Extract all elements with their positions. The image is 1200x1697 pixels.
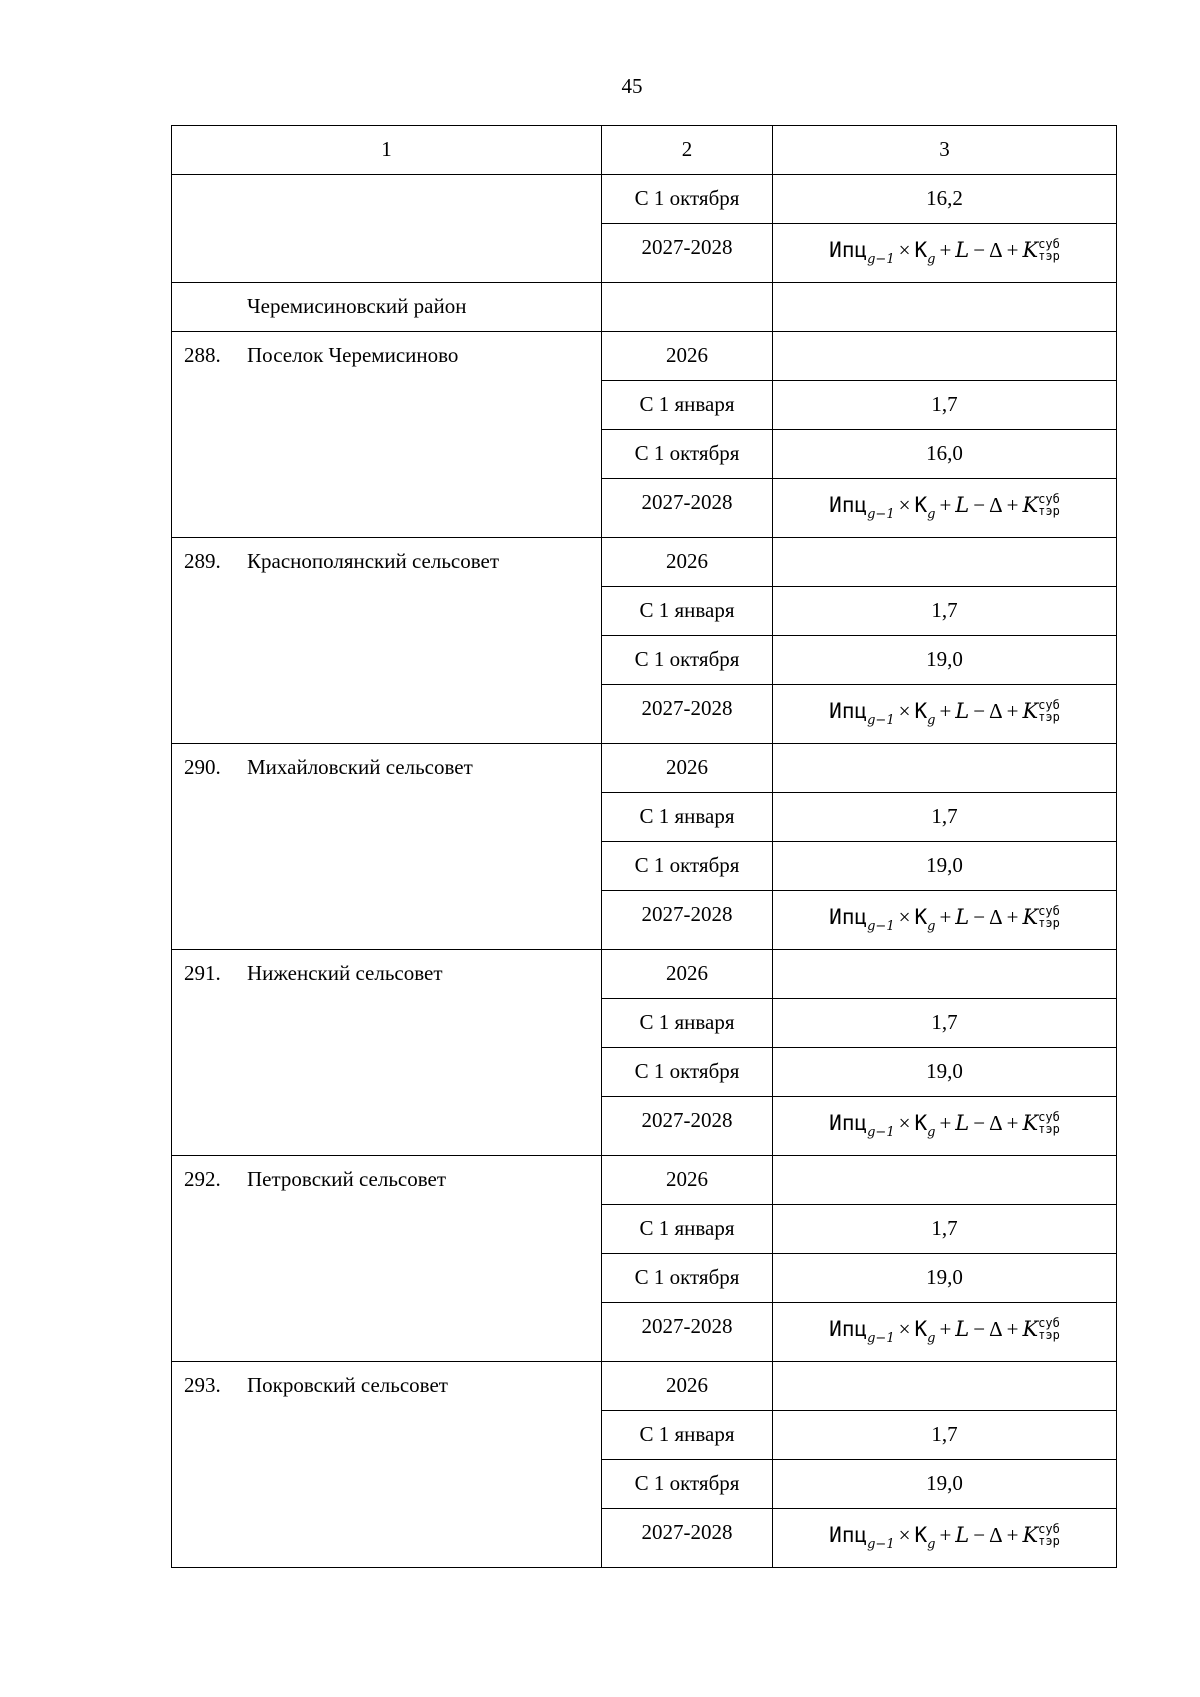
formula-base-sub: g−1 [867, 507, 895, 522]
formula-delta: Δ [989, 905, 1003, 929]
header-col-1: 1 [172, 126, 602, 175]
formula-plus: + [939, 1523, 952, 1547]
formula-l: L [955, 1111, 970, 1135]
year-label: 2026 [602, 1362, 773, 1411]
formula-kter: K [1022, 1317, 1039, 1341]
formula-kter: K [1022, 699, 1039, 723]
entry-number: 291. [184, 961, 221, 985]
formula-base: Ипц [829, 1111, 868, 1135]
formula-base-sub: g−1 [867, 1125, 895, 1140]
table-row [172, 538, 1117, 587]
formula-kter: K [1022, 1111, 1039, 1135]
formula-k: К [914, 699, 928, 723]
formula-plus: + [939, 1317, 952, 1341]
table-row [172, 175, 1117, 224]
formula-times: × [898, 1111, 911, 1135]
year-label: 2026 [602, 950, 773, 999]
formula-k-sub: g [927, 1331, 936, 1346]
period-value: 1,7 [773, 999, 1117, 1048]
empty-cell [773, 1362, 1117, 1411]
formula-base: Ипц [829, 905, 868, 929]
empty-cell [773, 538, 1117, 587]
entry-number: 290. [184, 755, 221, 779]
period-label: С 1 января [602, 1205, 773, 1254]
formula-k-sub: g [927, 1537, 936, 1552]
formula-kter-sup: суб [1038, 1316, 1060, 1331]
formula-k: К [914, 493, 928, 517]
formula-minus: − [973, 1523, 986, 1547]
formula-kter-sup: суб [1038, 492, 1060, 507]
formula-delta: Δ [989, 1523, 1003, 1547]
entry-name: Михайловский сельсовет [247, 755, 473, 779]
formula-k-sub: g [927, 713, 936, 728]
formula-plus: + [1006, 1111, 1019, 1135]
formula-times: × [898, 238, 911, 262]
entry-name: Ниженский сельсовет [247, 961, 443, 985]
formula-kter: K [1022, 493, 1039, 517]
formula-minus: − [973, 238, 986, 262]
table-row [172, 332, 1117, 381]
formula-kter-sub: тэр [1038, 504, 1060, 519]
period-label: С 1 января [602, 1411, 773, 1460]
empty-cell [773, 950, 1117, 999]
formula-plus: + [1006, 699, 1019, 723]
formula-k: К [914, 238, 928, 262]
period-range: 2027-2028 [602, 1303, 773, 1362]
period-range: 2027-2028 [602, 224, 773, 283]
year-label: 2026 [602, 538, 773, 587]
formula-plus: + [939, 905, 952, 929]
period-label: С 1 октября [602, 430, 773, 479]
formula-plus: + [1006, 1523, 1019, 1547]
entry-name-cell [172, 950, 602, 1156]
formula-minus: − [973, 493, 986, 517]
formula-minus: − [973, 905, 986, 929]
period-label: С 1 октября [602, 175, 773, 224]
district-row [172, 283, 1117, 332]
entry-name-cell [172, 1362, 602, 1568]
formula-plus: + [1006, 1317, 1019, 1341]
entry-name: Покровский сельсовет [247, 1373, 448, 1397]
continuation-name-cell [172, 175, 602, 283]
formula-plus: + [939, 493, 952, 517]
district-cell [172, 283, 602, 332]
formula-cell [773, 1509, 1117, 1568]
period-value: 1,7 [773, 381, 1117, 430]
period-range: 2027-2028 [602, 1509, 773, 1568]
entry-name-cell [172, 538, 602, 744]
formula-base-sub: g−1 [867, 919, 895, 934]
formula-k-sub: g [927, 1125, 936, 1140]
period-label: С 1 октября [602, 1048, 773, 1097]
formula-kter-sup: суб [1038, 904, 1060, 919]
table-row [172, 744, 1117, 793]
year-label: 2026 [602, 744, 773, 793]
formula-times: × [898, 1317, 911, 1341]
period-value: 1,7 [773, 1205, 1117, 1254]
empty-cell [773, 744, 1117, 793]
period-value: 1,7 [773, 1411, 1117, 1460]
period-label: С 1 января [602, 587, 773, 636]
formula-cell [773, 891, 1117, 950]
formula-cell [773, 479, 1117, 538]
formula-kter-sub: тэр [1038, 1534, 1060, 1549]
formula-delta: Δ [989, 1317, 1003, 1341]
formula-l: L [955, 1523, 970, 1547]
formula-kter-sup: суб [1038, 698, 1060, 713]
formula-kter: K [1022, 238, 1039, 262]
formula-kter-sub: тэр [1038, 1328, 1060, 1343]
formula-k-sub: g [927, 919, 936, 934]
formula-base-sub: g−1 [867, 713, 895, 728]
header-row [172, 126, 1117, 175]
formula-kter-sup: суб [1038, 1522, 1060, 1537]
formula-k: К [914, 1317, 928, 1341]
period-label: С 1 января [602, 793, 773, 842]
period-label: С 1 января [602, 381, 773, 430]
formula-cell [773, 1097, 1117, 1156]
period-range: 2027-2028 [602, 685, 773, 744]
formula-base-sub: g−1 [867, 1331, 895, 1346]
table-row [172, 950, 1117, 999]
period-value: 16,2 [773, 175, 1117, 224]
entry-number: 289. [184, 549, 221, 573]
entry-name: Поселок Черемисиново [247, 343, 459, 367]
entry-name-cell [172, 1156, 602, 1362]
formula-base: Ипц [829, 1317, 868, 1341]
formula-delta: Δ [989, 238, 1003, 262]
formula-delta: Δ [989, 699, 1003, 723]
formula-l: L [955, 238, 970, 262]
entry-name-cell [172, 744, 602, 950]
formula-cell [773, 1303, 1117, 1362]
formula-l: L [955, 905, 970, 929]
formula-base: Ипц [829, 238, 868, 262]
formula-k-sub: g [927, 507, 936, 522]
entry-number: 292. [184, 1167, 221, 1191]
formula-kter-sub: тэр [1038, 249, 1060, 264]
formula-kter-sup: суб [1038, 1110, 1060, 1125]
formula-base: Ипц [829, 493, 868, 517]
empty-cell [602, 283, 773, 332]
formula-k: К [914, 1111, 928, 1135]
formula-base: Ипц [829, 1523, 868, 1547]
formula-minus: − [973, 1317, 986, 1341]
period-label: С 1 октября [602, 1460, 773, 1509]
header-col-3: 3 [773, 126, 1117, 175]
period-value: 1,7 [773, 793, 1117, 842]
period-range: 2027-2028 [602, 891, 773, 950]
formula-times: × [898, 699, 911, 723]
formula-plus: + [939, 1111, 952, 1135]
formula-k-sub: g [927, 252, 936, 267]
formula-base-sub: g−1 [867, 1537, 895, 1552]
formula-times: × [898, 905, 911, 929]
formula-l: L [955, 699, 970, 723]
formula-kter-sub: тэр [1038, 710, 1060, 725]
period-label: С 1 октября [602, 1254, 773, 1303]
formula-kter: K [1022, 1523, 1039, 1547]
period-label: С 1 октября [602, 636, 773, 685]
formula-plus: + [939, 699, 952, 723]
period-range: 2027-2028 [602, 1097, 773, 1156]
formula-l: L [955, 493, 970, 517]
empty-cell [773, 283, 1117, 332]
entry-name: Краснополянский сельсовет [247, 549, 500, 573]
period-label: С 1 января [602, 999, 773, 1048]
period-value: 19,0 [773, 1460, 1117, 1509]
tariff-table [171, 125, 1117, 1568]
header-col-2: 2 [602, 126, 773, 175]
period-value: 19,0 [773, 1048, 1117, 1097]
formula-base: Ипц [829, 699, 868, 723]
empty-cell [773, 1156, 1117, 1205]
table-row [172, 1362, 1117, 1411]
formula-kter-sub: тэр [1038, 1122, 1060, 1137]
formula-base-sub: g−1 [867, 252, 895, 267]
formula-k: К [914, 1523, 928, 1547]
formula-kter-sup: суб [1038, 237, 1060, 252]
formula-plus: + [939, 238, 952, 262]
formula-delta: Δ [989, 493, 1003, 517]
year-label: 2026 [602, 332, 773, 381]
period-label: С 1 октября [602, 842, 773, 891]
formula-k: К [914, 905, 928, 929]
formula-cell [773, 224, 1117, 283]
table-row [172, 1156, 1117, 1205]
empty-cell [773, 332, 1117, 381]
period-value: 19,0 [773, 842, 1117, 891]
period-value: 19,0 [773, 636, 1117, 685]
district-name: Черемисиновский район [247, 294, 467, 318]
entry-name: Петровский сельсовет [247, 1167, 447, 1191]
formula-plus: + [1006, 493, 1019, 517]
formula-minus: − [973, 1111, 986, 1135]
period-value: 1,7 [773, 587, 1117, 636]
formula-l: L [955, 1317, 970, 1341]
period-value: 19,0 [773, 1254, 1117, 1303]
year-label: 2026 [602, 1156, 773, 1205]
formula-plus: + [1006, 238, 1019, 262]
period-value: 16,0 [773, 430, 1117, 479]
formula-plus: + [1006, 905, 1019, 929]
formula-kter: K [1022, 905, 1039, 929]
formula-cell [773, 685, 1117, 744]
formula-times: × [898, 493, 911, 517]
page-number: 45 [621, 74, 643, 98]
formula-delta: Δ [989, 1111, 1003, 1135]
formula-kter-sub: тэр [1038, 916, 1060, 931]
entry-number: 288. [184, 343, 221, 367]
period-range: 2027-2028 [602, 479, 773, 538]
entry-name-cell [172, 332, 602, 538]
entry-number: 293. [184, 1373, 221, 1397]
formula-minus: − [973, 699, 986, 723]
formula-times: × [898, 1523, 911, 1547]
